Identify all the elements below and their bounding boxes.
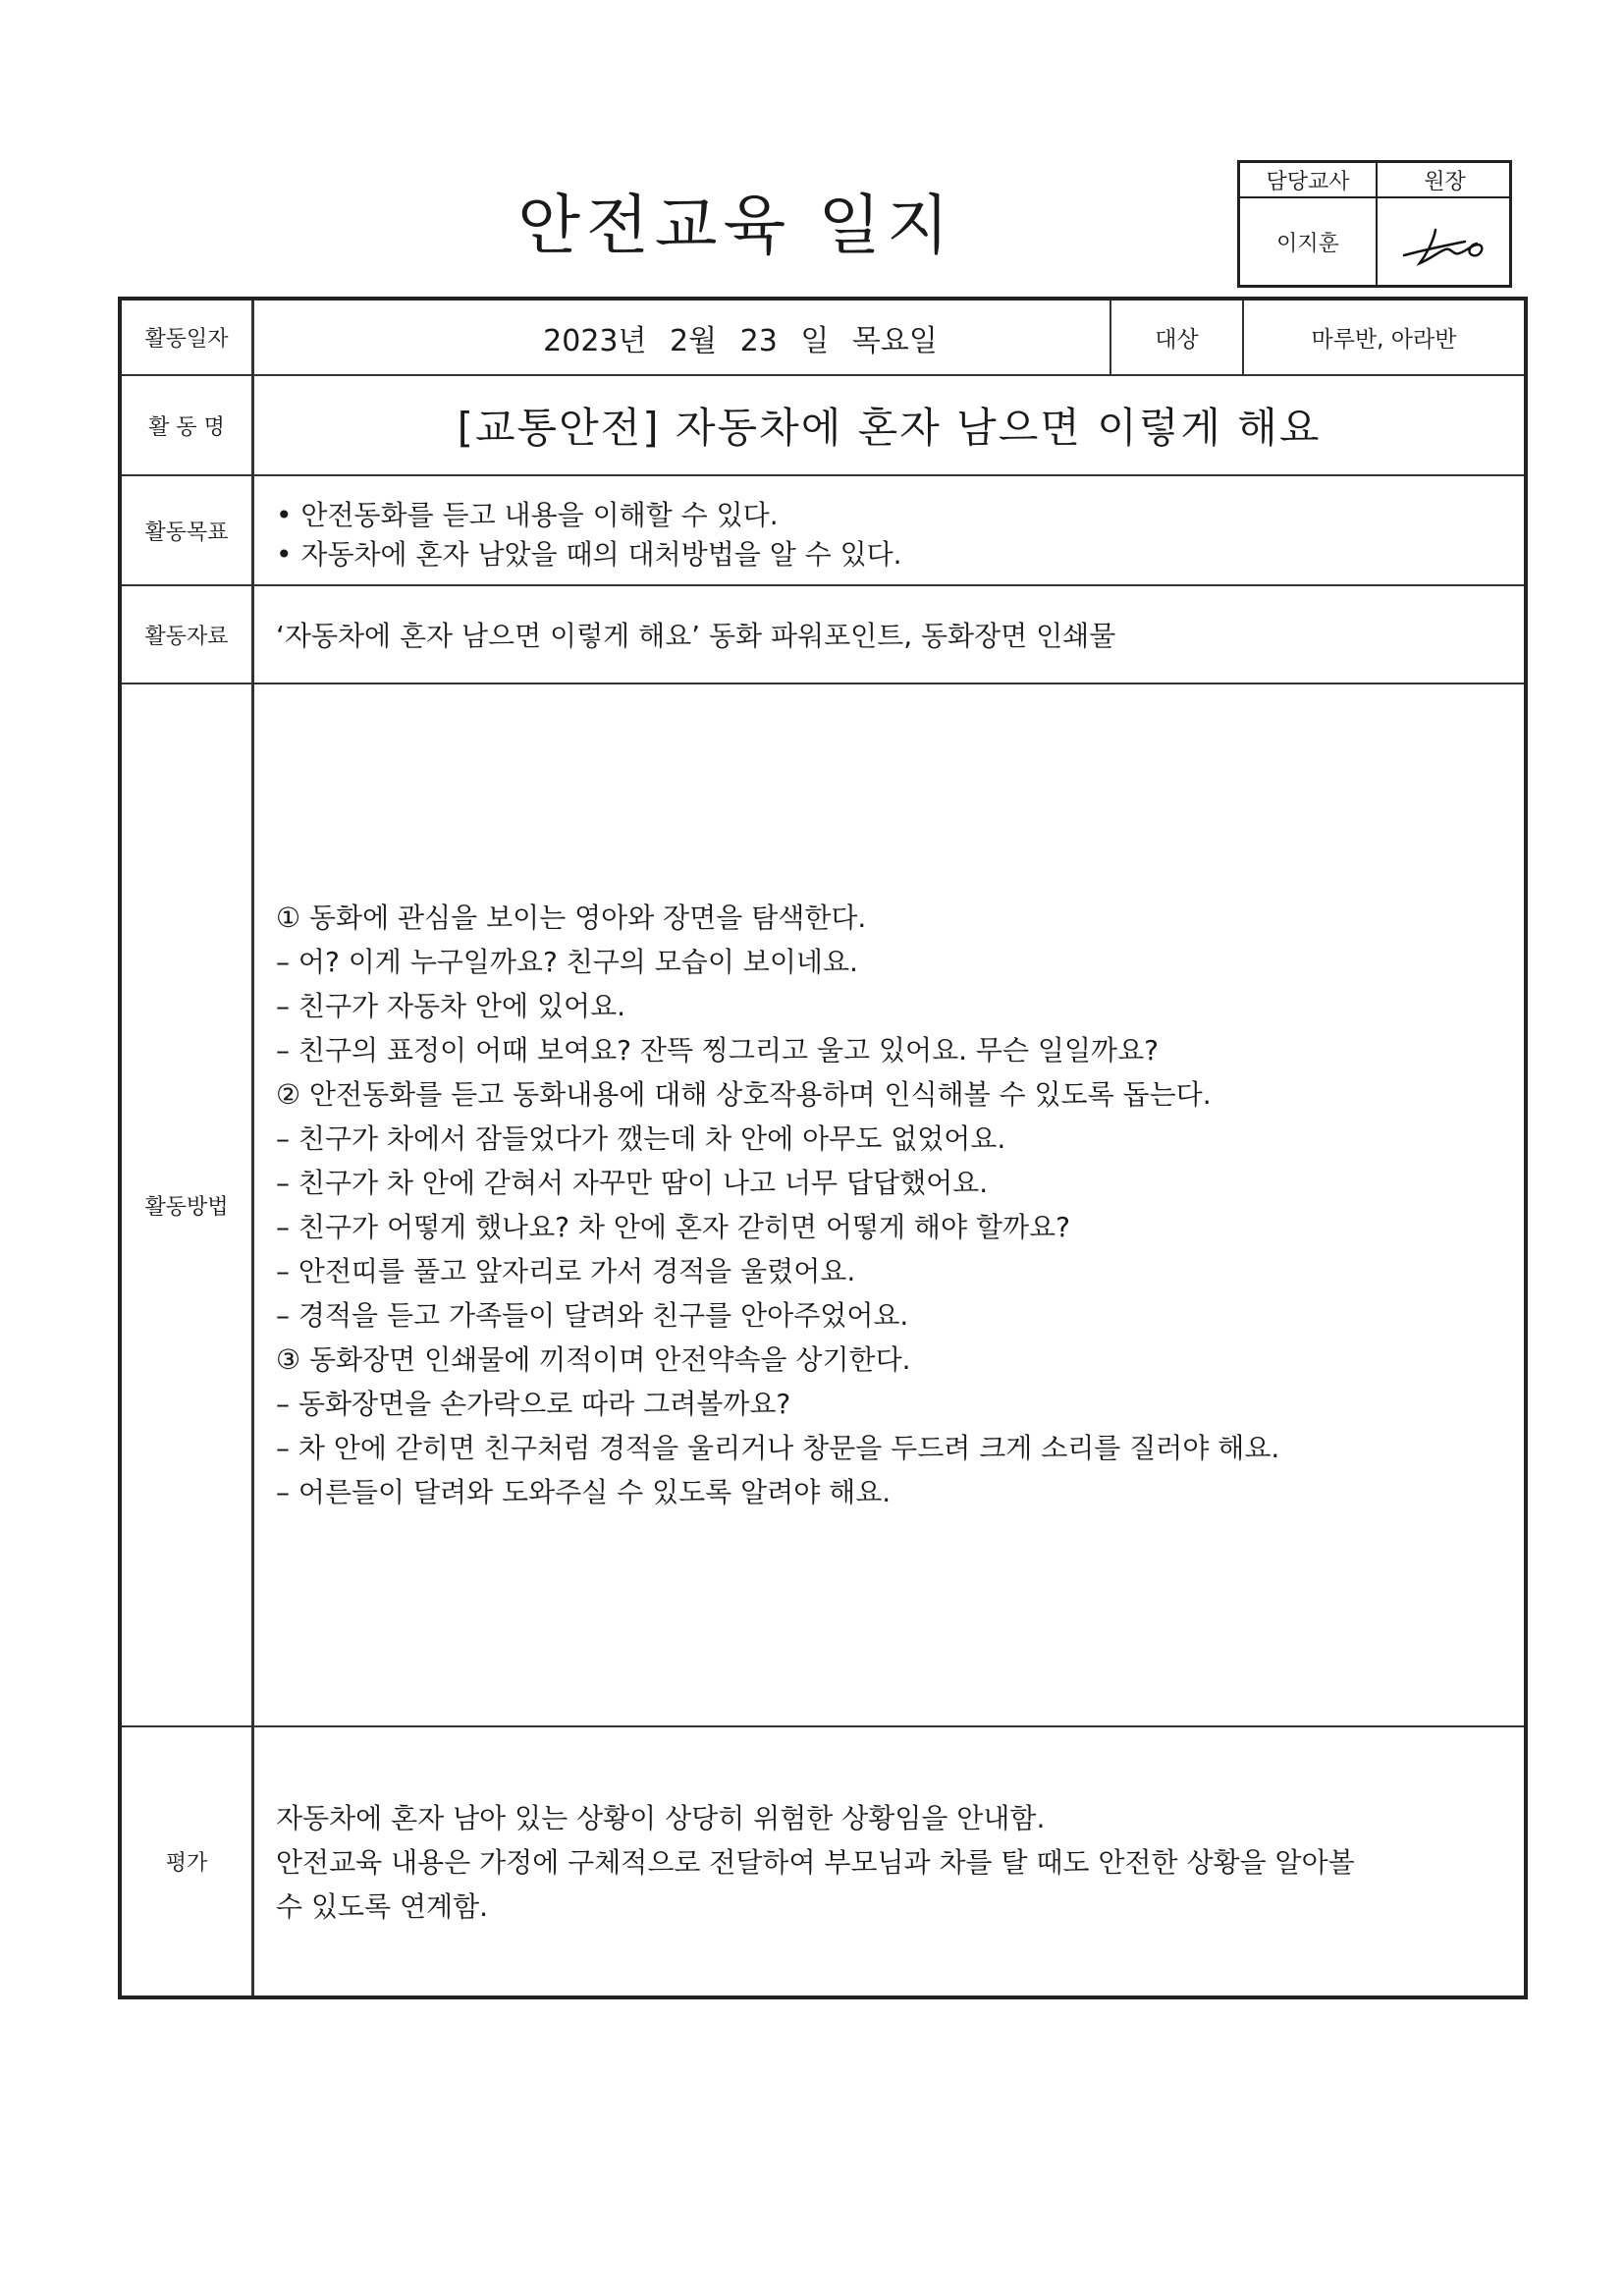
method-label: 활동방법 — [122, 684, 254, 1725]
approval-box — [1237, 160, 1512, 288]
goals-label: 활동목표 — [122, 476, 254, 584]
materials-label: 활동자료 — [122, 586, 254, 683]
row-eval — [122, 1727, 1524, 1995]
principal-label: 원장 — [1378, 163, 1512, 198]
method-line: ③ 동화장면 인쇄물에 끼적이며 안전약속을 상기한다. — [276, 1343, 911, 1376]
row-activity — [122, 376, 1524, 476]
row-goals — [122, 476, 1524, 586]
principal-signature — [1378, 198, 1512, 285]
method-list — [254, 684, 1524, 1725]
teacher-name: 이지훈 — [1240, 198, 1378, 285]
method-line: ① 동화에 관심을 보이는 영아와 장면을 탐색한다. — [276, 902, 867, 934]
method-line: – 친구가 어떻게 했나요? 차 안에 혼자 갇히면 어떻게 해야 할까요? — [276, 1211, 1070, 1243]
date-value: 2023년 2월 23 일 목요일 — [543, 323, 938, 358]
method-line: ② 안전동화를 듣고 동화내용에 대해 상호작용하며 인식해볼 수 있도록 돕는다. — [276, 1078, 1212, 1111]
method-line: – 어른들이 달려와 도와주실 수 있도록 알려야 해요. — [276, 1476, 892, 1508]
eval-text — [254, 1727, 1524, 1995]
method-line: – 차 안에 갇히면 친구처럼 경적을 울리거나 창문을 두드려 크게 소리를 질러야 해요. — [276, 1432, 1280, 1464]
method-line: – 친구가 차에서 잠들었다가 깼는데 차 안에 아무도 없었어요. — [276, 1122, 1006, 1155]
method-line: – 친구의 표정이 어때 보여요? 잔뜩 찡그리고 울고 있어요. 무슨 일일까요? — [276, 1034, 1159, 1066]
row-date — [122, 301, 1524, 376]
date-label: 활동일자 — [122, 301, 254, 374]
eval-line: 수 있도록 연계함. — [276, 1890, 489, 1923]
log-form — [118, 297, 1528, 1999]
activity-label: 활 동 명 — [122, 376, 254, 474]
method-line: – 친구가 차 안에 갇혀서 자꾸만 땀이 나고 너무 답답했어요. — [276, 1167, 989, 1199]
materials-value: ‘자동차에 혼자 남으면 이렇게 해요’ 동화 파워포인트, 동화장면 인쇄물 — [276, 620, 1116, 652]
signature-icon — [1396, 212, 1494, 271]
page-title: 안전교육 일지 — [517, 188, 955, 263]
goal-item: • 자동차에 혼자 남았을 때의 대처방법을 알 수 있다. — [276, 538, 902, 571]
method-line: – 안전띠를 풀고 앞자리로 가서 경적을 울렸어요. — [276, 1255, 856, 1287]
row-method — [122, 684, 1524, 1727]
method-line: – 어? 이게 누구일까요? 친구의 모습이 보이네요. — [276, 946, 858, 978]
teacher-label: 담당교사 — [1240, 163, 1378, 198]
activity-value: [교통안전] 자동차에 혼자 남으면 이렇게 해요 — [457, 404, 1322, 452]
method-line: – 경적을 듣고 가족들이 달려와 친구를 안아주었어요. — [276, 1299, 909, 1332]
goals-list — [254, 476, 1524, 584]
eval-line: 안전교육 내용은 가정에 구체적으로 전달하여 부모님과 차를 탈 때도 안전한 상황을 알아볼 — [276, 1846, 1355, 1879]
goal-item: • 안전동화를 듣고 내용을 이해할 수 있다. — [276, 499, 779, 531]
target-label: 대상 — [1110, 301, 1242, 374]
eval-line: 자동차에 혼자 남아 있는 상황이 상당히 위험한 상황임을 안내함. — [276, 1802, 1046, 1834]
target-value: 마루반, 아라반 — [1242, 301, 1524, 374]
row-materials — [122, 586, 1524, 684]
eval-label: 평가 — [122, 1727, 254, 1995]
method-line: – 친구가 자동차 안에 있어요. — [276, 990, 626, 1022]
method-line: – 동화장면을 손가락으로 따라 그려볼까요? — [276, 1388, 791, 1420]
